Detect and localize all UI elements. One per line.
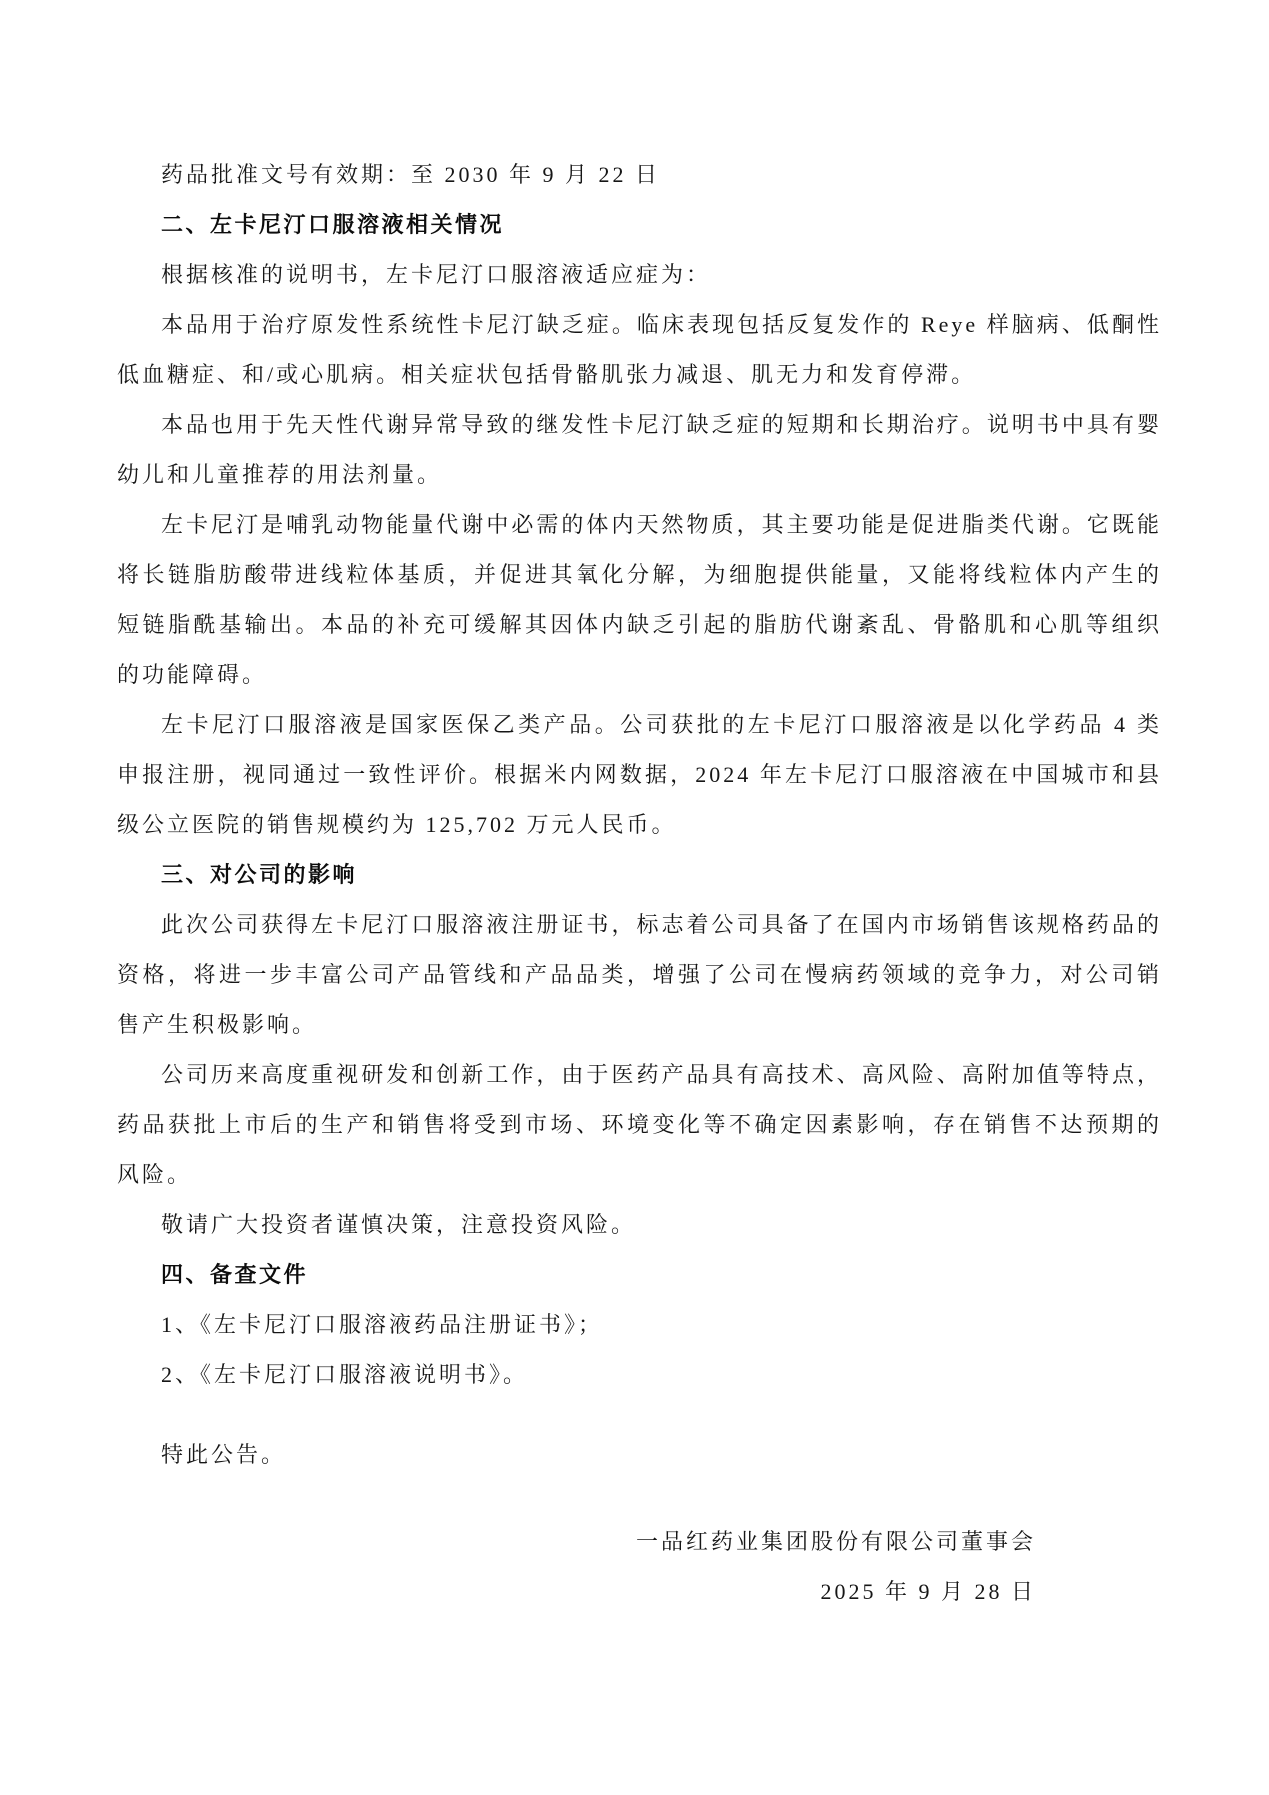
approval-validity-line: 药品批准文号有效期：至 2030 年 9 月 22 日 xyxy=(161,162,661,187)
section-2-paragraph-mechanism: 左卡尼汀是哺乳动物能量代谢中必需的体内天然物质，其主要功能是促进脂类代谢。它既能将长链脂肪酸带进线粒体基质，并促进其氧化分解，为细胞提供能量，又能将线粒体内产生的短链脂酰基输出。本品的补充可缓解其因体内缺乏引起的脂肪代谢紊乱、骨骼肌和心肌等组织的功能障碍。 xyxy=(117,512,1162,687)
section-3-paragraph-risk: 公司历来高度重视研发和创新工作，由于医药产品具有高技术、高风险、高附加值等特点，药品获批上市后的生产和销售将受到市场、环境变化等不确定因素影响，存在销售不达预期的风险。 xyxy=(117,1062,1162,1187)
reference-document-item-1: 1、《左卡尼汀口服溶液药品注册证书》； xyxy=(161,1312,604,1337)
section-3-heading: 三、对公司的影响 xyxy=(161,862,358,887)
section-2-heading: 二、左卡尼汀口服溶液相关情况 xyxy=(161,212,505,237)
section-4-heading: 四、备查文件 xyxy=(161,1262,309,1287)
section-2-paragraph-secondary-deficiency: 本品也用于先天性代谢异常导致的继发性卡尼汀缺乏症的短期和长期治疗。说明书中具有婴幼儿和儿童推荐的用法剂量。 xyxy=(117,412,1162,487)
signature-company: 一品红药业集团股份有限公司董事会 xyxy=(635,1529,1036,1554)
closing-statement: 特此公告。 xyxy=(161,1442,287,1467)
announcement-document xyxy=(117,0,1162,1617)
section-3-paragraph-investor-notice: 敬请广大投资者谨慎决策，注意投资风险。 xyxy=(161,1212,637,1237)
section-2-paragraph-indications-intro: 根据核准的说明书，左卡尼汀口服溶液适应症为： xyxy=(161,262,712,287)
section-3-paragraph-impact: 此次公司获得左卡尼汀口服溶液注册证书，标志着公司具备了在国内市场销售该规格药品的资格，将进一步丰富公司产品管线和产品品类，增强了公司在慢病药领域的竞争力，对公司销售产生积极影响。 xyxy=(117,912,1162,1037)
reference-document-item-2: 2、《左卡尼汀口服溶液说明书》。 xyxy=(161,1362,529,1387)
section-2-paragraph-primary-deficiency: 本品用于治疗原发性系统性卡尼汀缺乏症。临床表现包括反复发作的 Reye 样脑病、低酮性低血糖症、和/或心肌病。相关症状包括骨骼肌张力减退、肌无力和发育停滞。 xyxy=(117,312,1162,387)
signature-date: 2025 年 9 月 28 日 xyxy=(820,1579,1036,1604)
section-2-paragraph-market-data: 左卡尼汀口服溶液是国家医保乙类产品。公司获批的左卡尼汀口服溶液是以化学药品 4 类申报注册，视同通过一致性评价。根据米内网数据，2024 年左卡尼汀口服溶液在中国城市和县级公立医院的销售规模约为 125,702 万元人民币。 xyxy=(117,712,1162,837)
signature-block xyxy=(117,1517,1162,1617)
